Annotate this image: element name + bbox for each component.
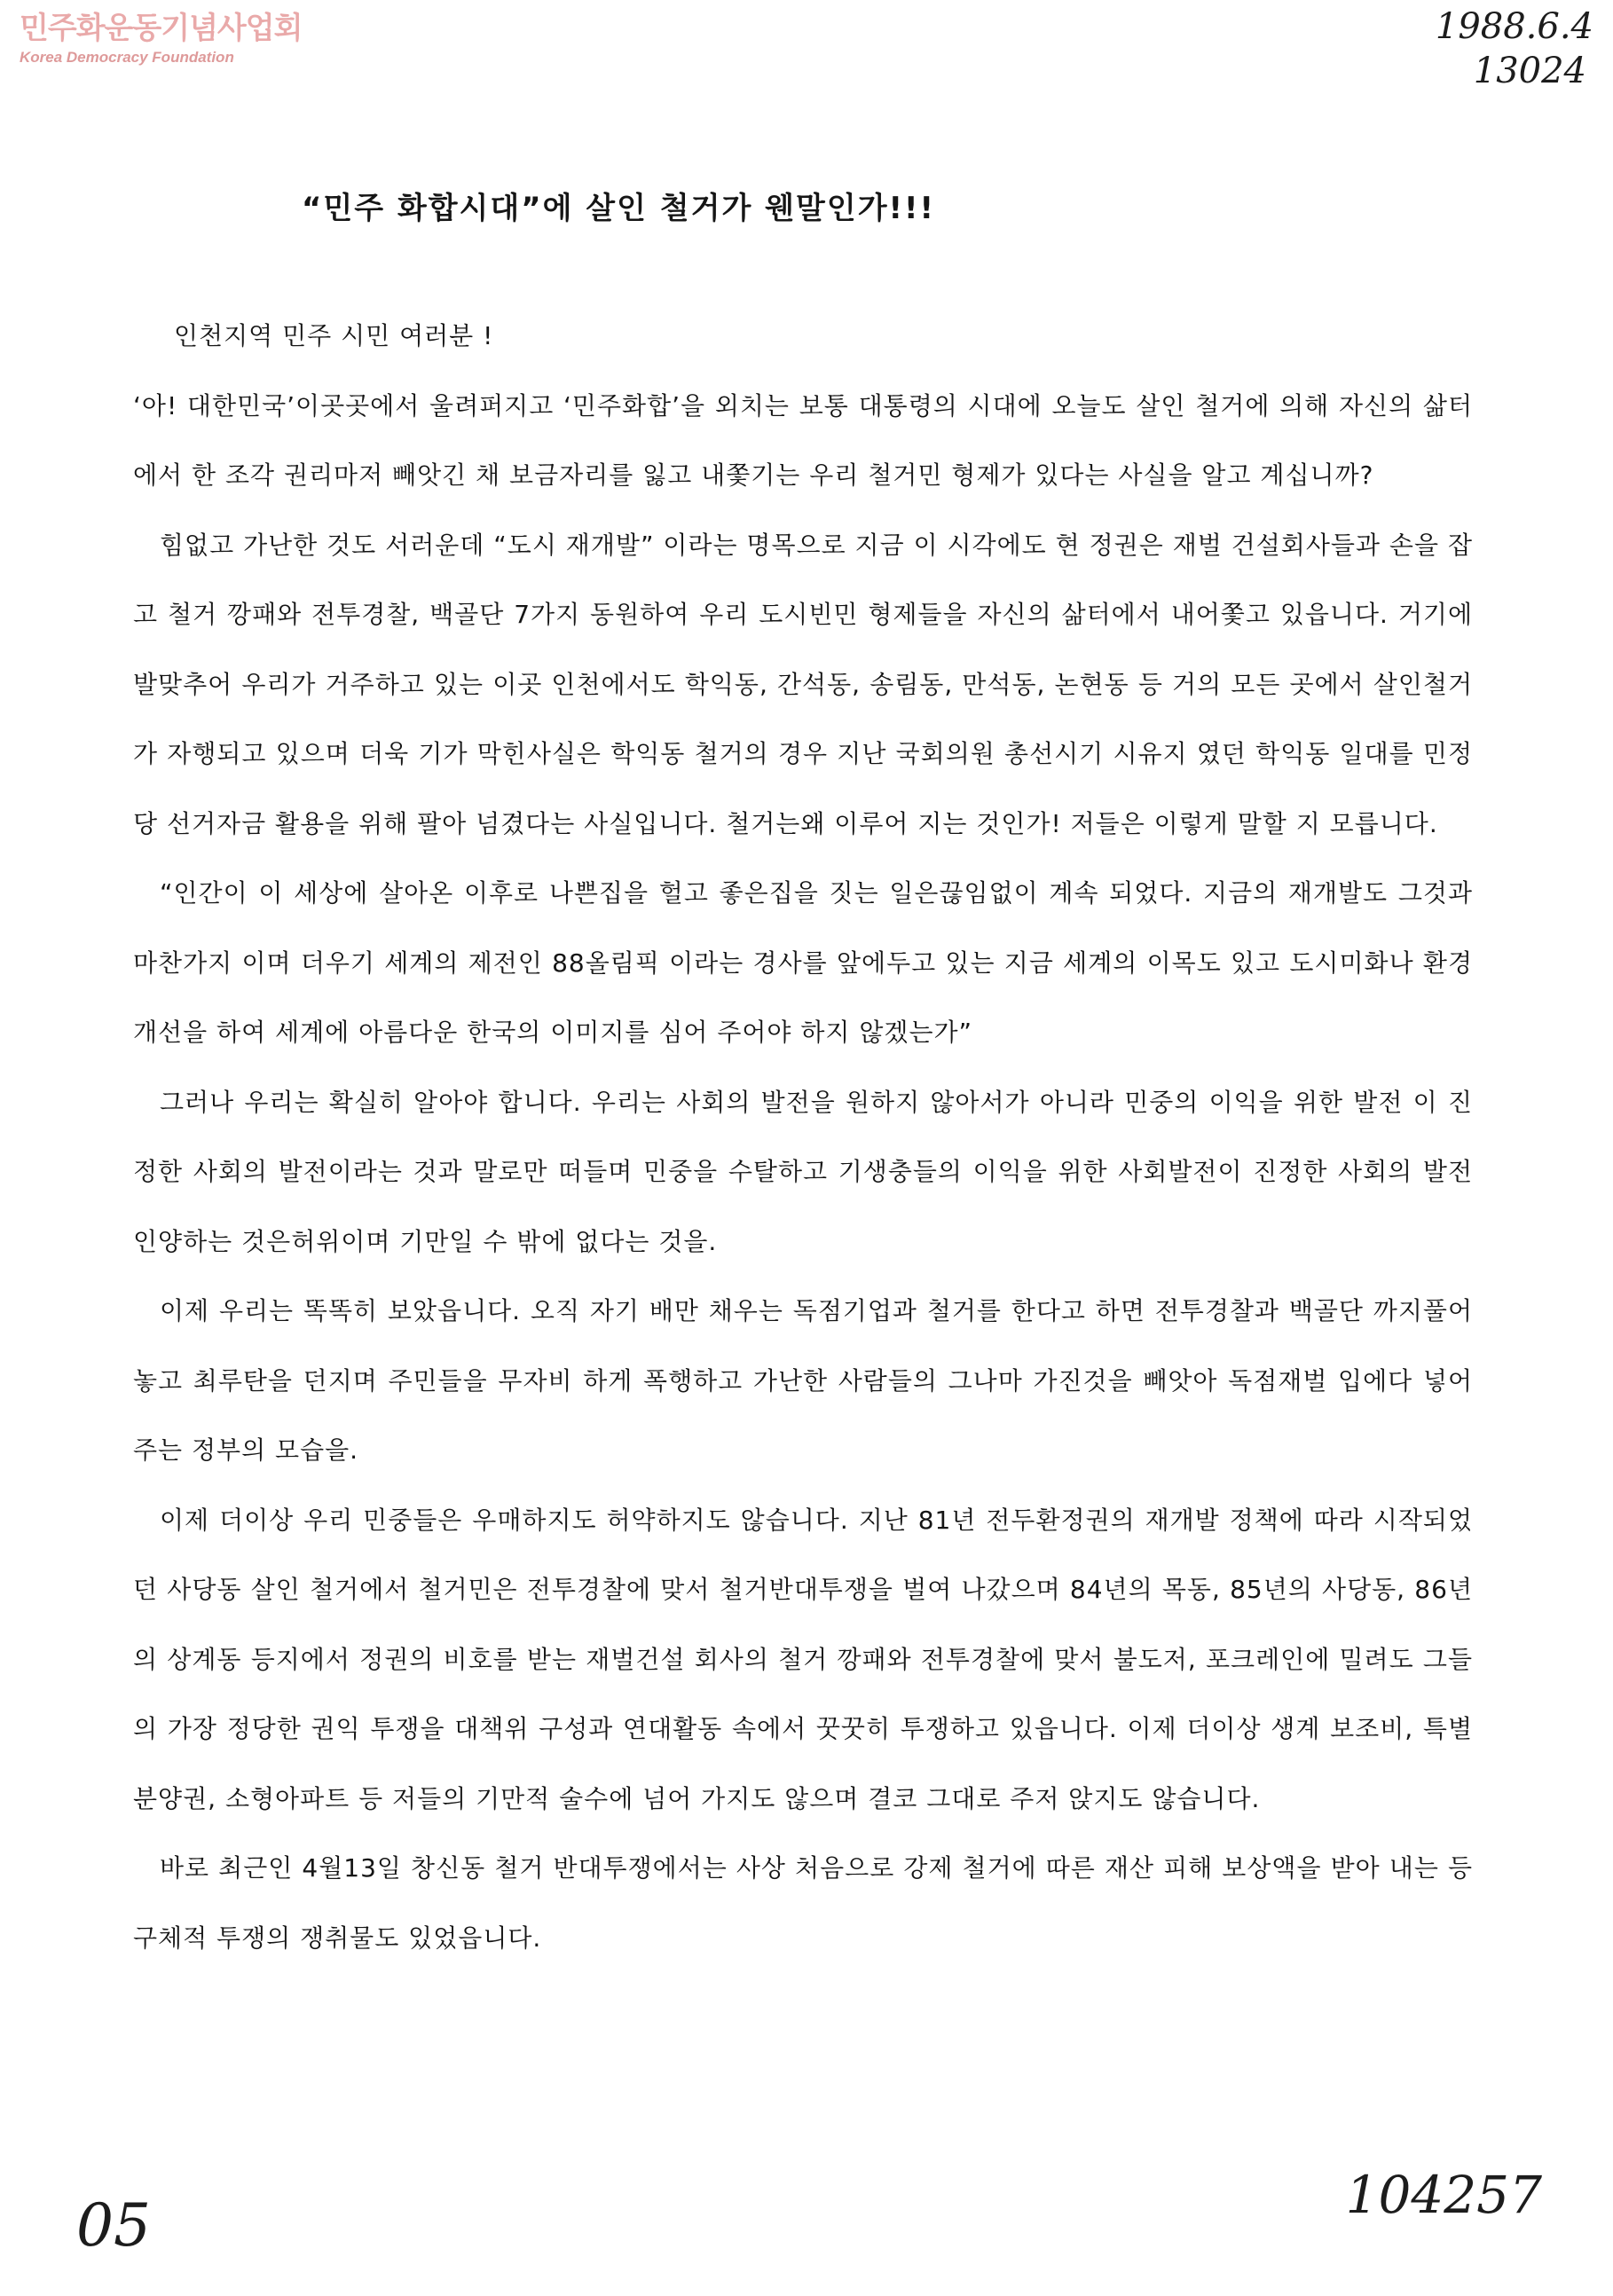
body-paragraph: “인간이 이 세상에 살아온 이후로 나쁜집을 헐고 좋은집을 짓는 일은끊임없이 계속 되었다. 지금의 재개발도 그것과 마찬가지 이며 더우기 세계의 제전인 88올림픽 이라는 경사를 앞에두고 있는 지금 세계의 이목도 있고 도시미화나 환경개선을 하여 세계에 아름다운 한국의 이미지를 심어 주어야 하지 않겠는가” (133, 878, 1473, 1047)
handwritten-date: 1988.6.4 (1435, 6, 1593, 47)
body-paragraph: 이제 더이상 우리 민중들은 우매하지도 허약하지도 않습니다. 지난 81년 전두환정권의 재개발 정책에 따라 시작되었던 사당동 살인 철거에서 철거민은 전투경찰에 맞서 철거반대투쟁을 벌여 나갔으며 84년의 목동, 85년의 사당동, 86년의 상계동 등지에서 정권의 비호를 받는 재벌건설 회사의 철거 깡패와 전투경찰에 맞서 불도저, 포크레인에 밀려도 그들의 가장 정당한 권익 투쟁을 대책위 구성과 연대활동 속에서 꿋꿋히 투쟁하고 있읍니다. 이제 더이상 생계 보조비, 특별 분양권, 소형아파트 등 저들의 기만적 술수에 넘어 가지도 않으며 결코 그대로 주저 앉지도 않습니다. (133, 1505, 1473, 1813)
body-paragraph: 그러나 우리는 확실히 알아야 합니다. 우리는 사회의 발전을 원하지 않아서가 아니라 민중의 이익을 위한 발전 이 진정한 사회의 발전이라는 것과 말로만 떠들며 민중을 수탈하고 기생충들의 이익을 위한 사회발전이 진정한 사회의 발전인양하는 것은허위이며 기만일 수 밖에 없다는 것을. (133, 1087, 1473, 1256)
watermark-korean: 민주화운동기념사업회 (20, 11, 303, 46)
document-body (133, 302, 1473, 1973)
handwritten-archive-number: 104257 (1345, 2165, 1542, 2225)
watermark-english: Korea Democracy Foundation (20, 49, 234, 66)
body-paragraph: 힘없고 가난한 것도 서러운데 “도시 재개발” 이라는 명목으로 지금 이 시각에도 현 정권은 재벌 건설회사들과 손을 잡고 철거 깡패와 전투경찰, 백골단 7가지 동원하여 우리 도시빈민 형제들을 자신의 삶터에서 내어쫓고 있읍니다. 거기에 발맞추어 우리가 거주하고 있는 이곳 인천에서도 학익동, 간석동, 송림동, 만석동, 논현동 등 거의 모든 곳에서 살인철거가 자행되고 있으며 더욱 기가 막힌사실은 학익동 철거의 경우 지난 국회의원 총선시기 시유지 였던 학익동 일대를 민정당 선거자금 활용을 위해 팔아 넘겼다는 사실입니다. 철거는왜 이루어 지는 것인가! 저들은 이렇게 말할 지 모릅니다. (133, 530, 1473, 838)
foundation-watermark (20, 9, 303, 67)
document-title: “민주 화합시대”에 살인 철거가 웬말인가!!! (302, 191, 936, 226)
handwritten-code: 13024 (1473, 51, 1586, 91)
body-paragraph: 이제 우리는 똑똑히 보았읍니다. 오직 자기 배만 채우는 독점기업과 철거를 한다고 하면 전투경찰과 백골단 까지풀어놓고 최루탄을 던지며 주민들을 무자비 하게 폭행하고 가난한 사람들의 그나마 가진것을 빼앗아 독점재벌 입에다 넣어주는 정부의 모습을. (133, 1296, 1473, 1465)
handwritten-page-number: 05 (76, 2191, 151, 2260)
salutation: 인천지역 민주 시민 여러분 ! (174, 321, 494, 350)
body-paragraph: ‘아! 대한민국’이곳곳에서 울려퍼지고 ‘민주화합’을 외치는 보통 대통령의 시대에 오늘도 살인 철거에 의해 자신의 삶터에서 한 조각 권리마저 빼앗긴 채 보금자리를 잃고 내쫓기는 우리 철거민 형제가 있다는 사실을 알고 계십니까? (133, 390, 1473, 490)
body-paragraph: 바로 최근인 4월13일 창신동 철거 반대투쟁에서는 사상 처음으로 강제 철거에 따른 재산 피해 보상액을 받아 내는 등 구체적 투쟁의 쟁취물도 있었읍니다. (133, 1853, 1473, 1953)
